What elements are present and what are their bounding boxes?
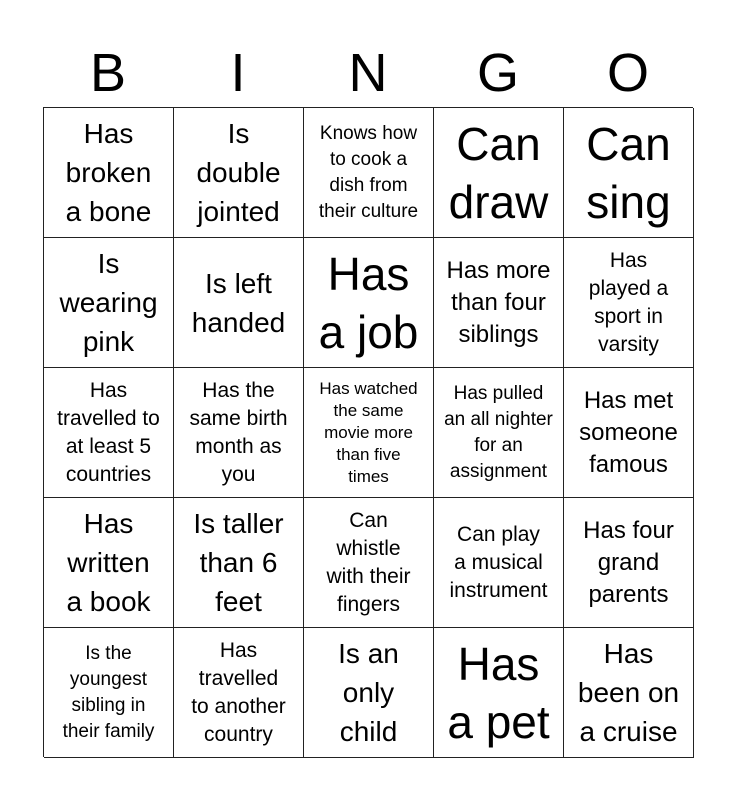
bingo-cell[interactable] xyxy=(174,108,304,238)
bingo-cell[interactable] xyxy=(44,238,174,368)
cell-text: Can whistle with their fingers xyxy=(326,508,411,616)
bingo-cell[interactable] xyxy=(434,238,564,368)
cell-text: Has travelled to at least 5 countries xyxy=(57,378,160,486)
cell-text: Knows how to cook a dish from their culture xyxy=(318,122,419,222)
bingo-cell[interactable] xyxy=(304,368,434,498)
bingo-cell[interactable] xyxy=(44,498,174,628)
cell-text: Can play a musical instrument xyxy=(449,522,548,602)
cell-text: Has travelled to another country xyxy=(191,638,286,746)
cell-text: Has watched the same movie more than five times xyxy=(319,378,418,486)
bingo-cell[interactable] xyxy=(174,628,304,758)
cell-text: Has four grand parents xyxy=(583,516,674,608)
bingo-cell[interactable] xyxy=(434,368,564,498)
cell-text: Can draw xyxy=(448,117,549,228)
cell-text: Is double jointed xyxy=(196,118,281,227)
cell-text: Has the same birth month as you xyxy=(189,378,288,486)
bingo-cell[interactable] xyxy=(174,368,304,498)
header-letter-g: G xyxy=(476,43,519,103)
bingo-cell[interactable] xyxy=(174,498,304,628)
bingo-cell[interactable] xyxy=(174,238,304,368)
cell-text: Has a pet xyxy=(447,637,550,748)
cell-text: Has met someone famous xyxy=(579,386,678,478)
bingo-board xyxy=(43,107,693,757)
bingo-cell[interactable] xyxy=(564,108,694,238)
cell-text: Has played a sport in varsity xyxy=(588,248,669,356)
bingo-cell[interactable] xyxy=(304,628,434,758)
cell-text: Has written a book xyxy=(66,508,151,617)
bingo-cell[interactable] xyxy=(44,108,174,238)
bingo-cell[interactable] xyxy=(44,368,174,498)
bingo-cell[interactable] xyxy=(44,628,174,758)
bingo-cell[interactable] xyxy=(564,238,694,368)
bingo-cell[interactable] xyxy=(434,628,564,758)
bingo-cell[interactable] xyxy=(564,628,694,758)
cell-text: Has more than four siblings xyxy=(446,256,551,348)
bingo-header xyxy=(43,38,693,108)
cell-text: Has been on a cruise xyxy=(577,638,680,747)
cell-text: Has pulled an all nighter for an assignment xyxy=(444,382,553,482)
header-letter-o: O xyxy=(606,43,649,103)
header-letter-i: I xyxy=(230,43,246,103)
cell-text: Can sing xyxy=(586,117,671,228)
bingo-cell[interactable] xyxy=(564,498,694,628)
cell-text: Is left handed xyxy=(191,267,286,338)
header-letter-b: B xyxy=(89,43,127,103)
bingo-cell[interactable] xyxy=(304,238,434,368)
bingo-cell[interactable] xyxy=(304,108,434,238)
cell-text: Has broken a bone xyxy=(65,118,152,227)
bingo-cell[interactable] xyxy=(434,108,564,238)
header-letter-n: N xyxy=(348,43,388,103)
bingo-cell[interactable] xyxy=(304,498,434,628)
cell-text: Has a job xyxy=(318,247,419,358)
cell-text: Is taller than 6 feet xyxy=(193,508,284,617)
cell-text: Is an only child xyxy=(338,638,399,747)
cell-text: Is wearing pink xyxy=(59,248,158,357)
bingo-cell[interactable] xyxy=(564,368,694,498)
cell-text: Is the youngest sibling in their family xyxy=(62,642,155,742)
bingo-cell[interactable] xyxy=(434,498,564,628)
